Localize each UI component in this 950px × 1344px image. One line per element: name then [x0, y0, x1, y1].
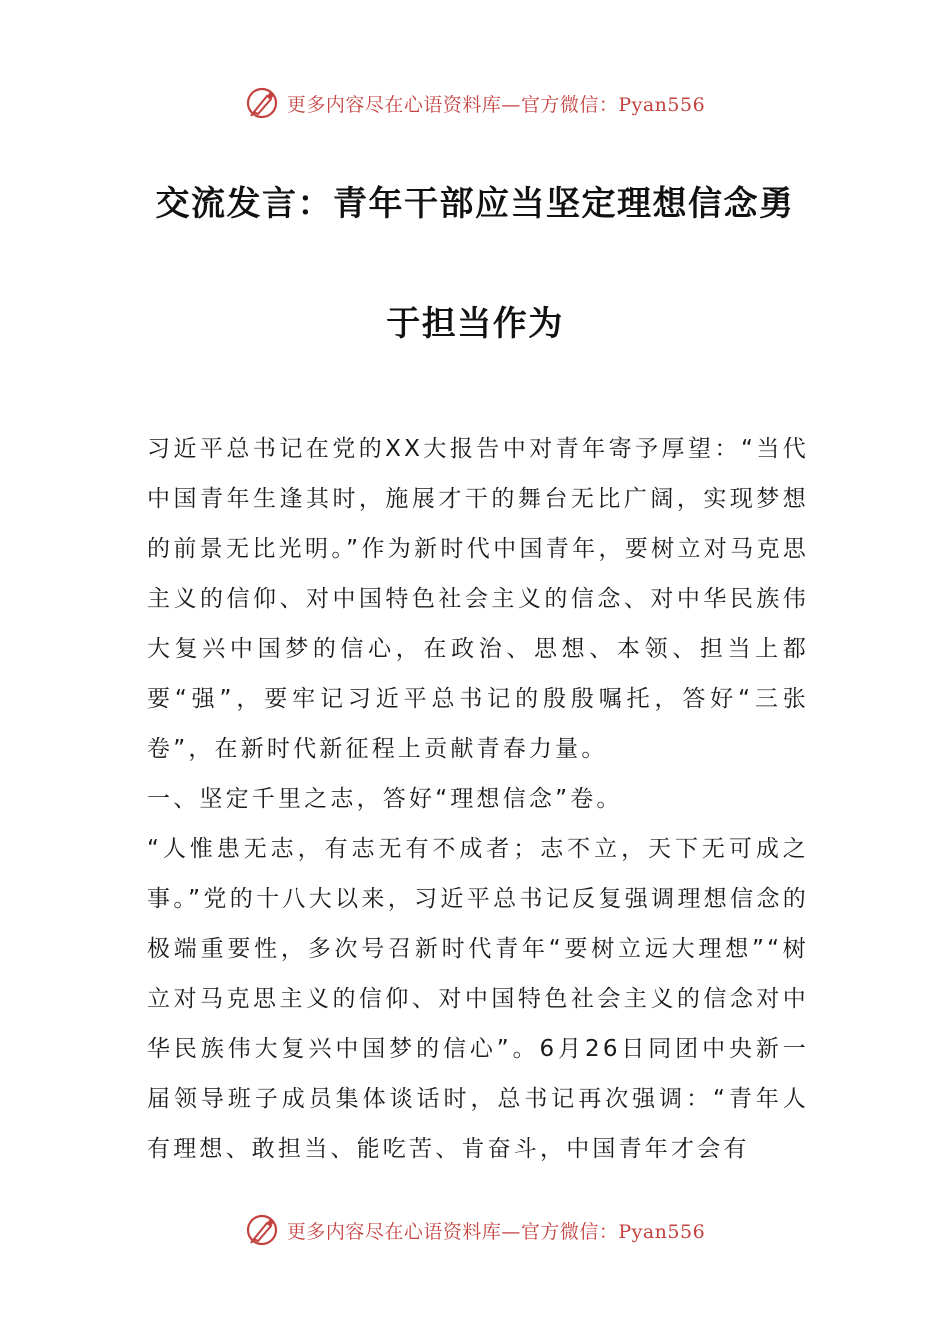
- body-paragraph-2: “人惟患无志，有志无有不成者；志不立，天下无可成之事。”党的十八大以来，习近平总书记反复强调理想信念的极端重要性，多次号召新时代青年“要树立远大理想”“树立对马克思主义的信仰、对中国特色社会主义的信念对中华民族伟大复兴中国梦的信心”。6月26日同团中央新一届领导班子成员集体谈话时，总书记再次强调：“青年人有理想、敢担当、能吃苦、肯奋斗，中国青年才会有: [147, 836, 809, 1162]
- footer-banner: [0, 1208, 950, 1252]
- document-title-line-1: 交流发言：青年干部应当坚定理想信念勇: [155, 184, 795, 224]
- document-body: [147, 424, 809, 1174]
- section-heading-1: 一、坚定千里之志，答好“理想信念”卷。: [147, 786, 623, 812]
- body-paragraph-1: 习近平总书记在党的XX大报告中对青年寄予厚望：“当代中国青年生逢其时，施展才干的舞台无比广阔，实现梦想的前景无比光明。”作为新时代中国青年，要树立对马克思主义的信仰、对中国特色社会主义的信念、对中华民族伟大复兴中国梦的信心，在政治、思想、本领、担当上都要“强”，要牢记习近平总书记的殷殷嘱托，答好“三张卷”，在新时代新征程上贡献青春力量。: [147, 436, 809, 762]
- pen-nib-logo-icon: [245, 1213, 279, 1247]
- header-banner: [0, 81, 950, 125]
- header-banner-text: 更多内容尽在心语资料库—官方微信：Pyan556: [286, 93, 706, 116]
- document-title-line-2: 于担当作为: [386, 304, 564, 344]
- footer-banner-text: 更多内容尽在心语资料库—官方微信：Pyan556: [286, 1220, 706, 1243]
- pen-nib-logo-icon: [245, 86, 279, 120]
